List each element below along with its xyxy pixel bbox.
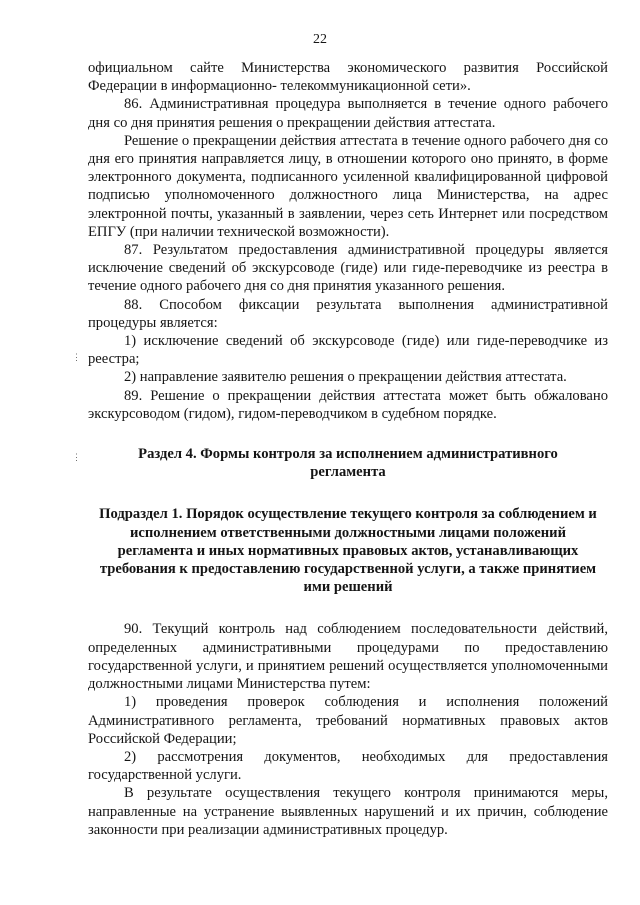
paragraph-87: 87. Результатом предоставления административной процедуры является исключение сведений об экскурсоводе (гиде) или гиде-переводчике из реестра в течение одного рабочего дня со дня принятия указанного решения. [88, 242, 608, 295]
paragraph-86: 86. Административная процедура выполняется в течение одного рабочего дня со дня принятия решения о прекращении действия аттестата. [88, 96, 608, 131]
paragraph-continuation: официальном сайте Министерства экономического развития Российской Федерации в информационно- телекоммуникационной сети». [88, 60, 608, 95]
paragraph-89: 89. Решение о прекращении действия аттестата может быть обжаловано экскурсоводом (гидом), гидом-переводчиком в судебном порядке. [88, 387, 608, 422]
page-body [88, 59, 608, 839]
list-item-90-2: 2) рассмотрения документов, необходимых для предоставления государственной услуги. [88, 748, 608, 784]
paragraph-control-result: В результате осуществления текущего контроля принимаются меры, направленные на устранение выявленных нарушений и их причин, соблюдение законности при реализации административных процедур. [88, 785, 608, 838]
page-number: 22 [313, 32, 327, 47]
subsection-heading: Подраздел 1. Порядок осуществление текущего контроля за соблюдением и исполнением ответственными должностными лицами положений регламента и иных нормативных правовых актов, устанавливающих требования к предоставлению государственной услуги, а также принятием ими решений [99, 506, 597, 596]
list-item-88-2: 2) направление заявителю решения о прекращении действия аттестата. [124, 369, 567, 386]
paragraph-88: 88. Способом фиксации результата выполнения административной процедуры является: [88, 296, 608, 331]
list-item-90-1: 1) проведения проверок соблюдения и исполнения положений Административного регламента, требований нормативных правовых актов Российской Федерации; [88, 694, 608, 747]
paragraph-decision-notice: Решение о прекращении действия аттестата в течение одного рабочего дня со дня его принятия направляется лицу, в отношении которого оно принято, в форме электронного документа, подписанного усиленной квалифицированной цифровой подписью уполномоченного должностного лица Министерства, на адрес электронной почты, указанный в заявлении, через сеть Интернет или посредством ЕПГУ (при наличии технической возможности). [88, 132, 608, 240]
scan-speck: ⋮ [72, 452, 81, 462]
section-heading: Раздел 4. Формы контроля за исполнением административного регламента [138, 446, 558, 481]
scan-speck: ⋮ [72, 352, 81, 362]
paragraph-90: 90. Текущий контроль над соблюдением последовательности действий, определенных административными процедурами по предоставлению государственной услуги, и принятием решений осуществляется уполномоченными должностными лицами Министерства путем: [88, 621, 608, 693]
list-item-88-1: 1) исключение сведений об экскурсоводе (гиде) или гиде-переводчике из реестра; [88, 333, 608, 368]
